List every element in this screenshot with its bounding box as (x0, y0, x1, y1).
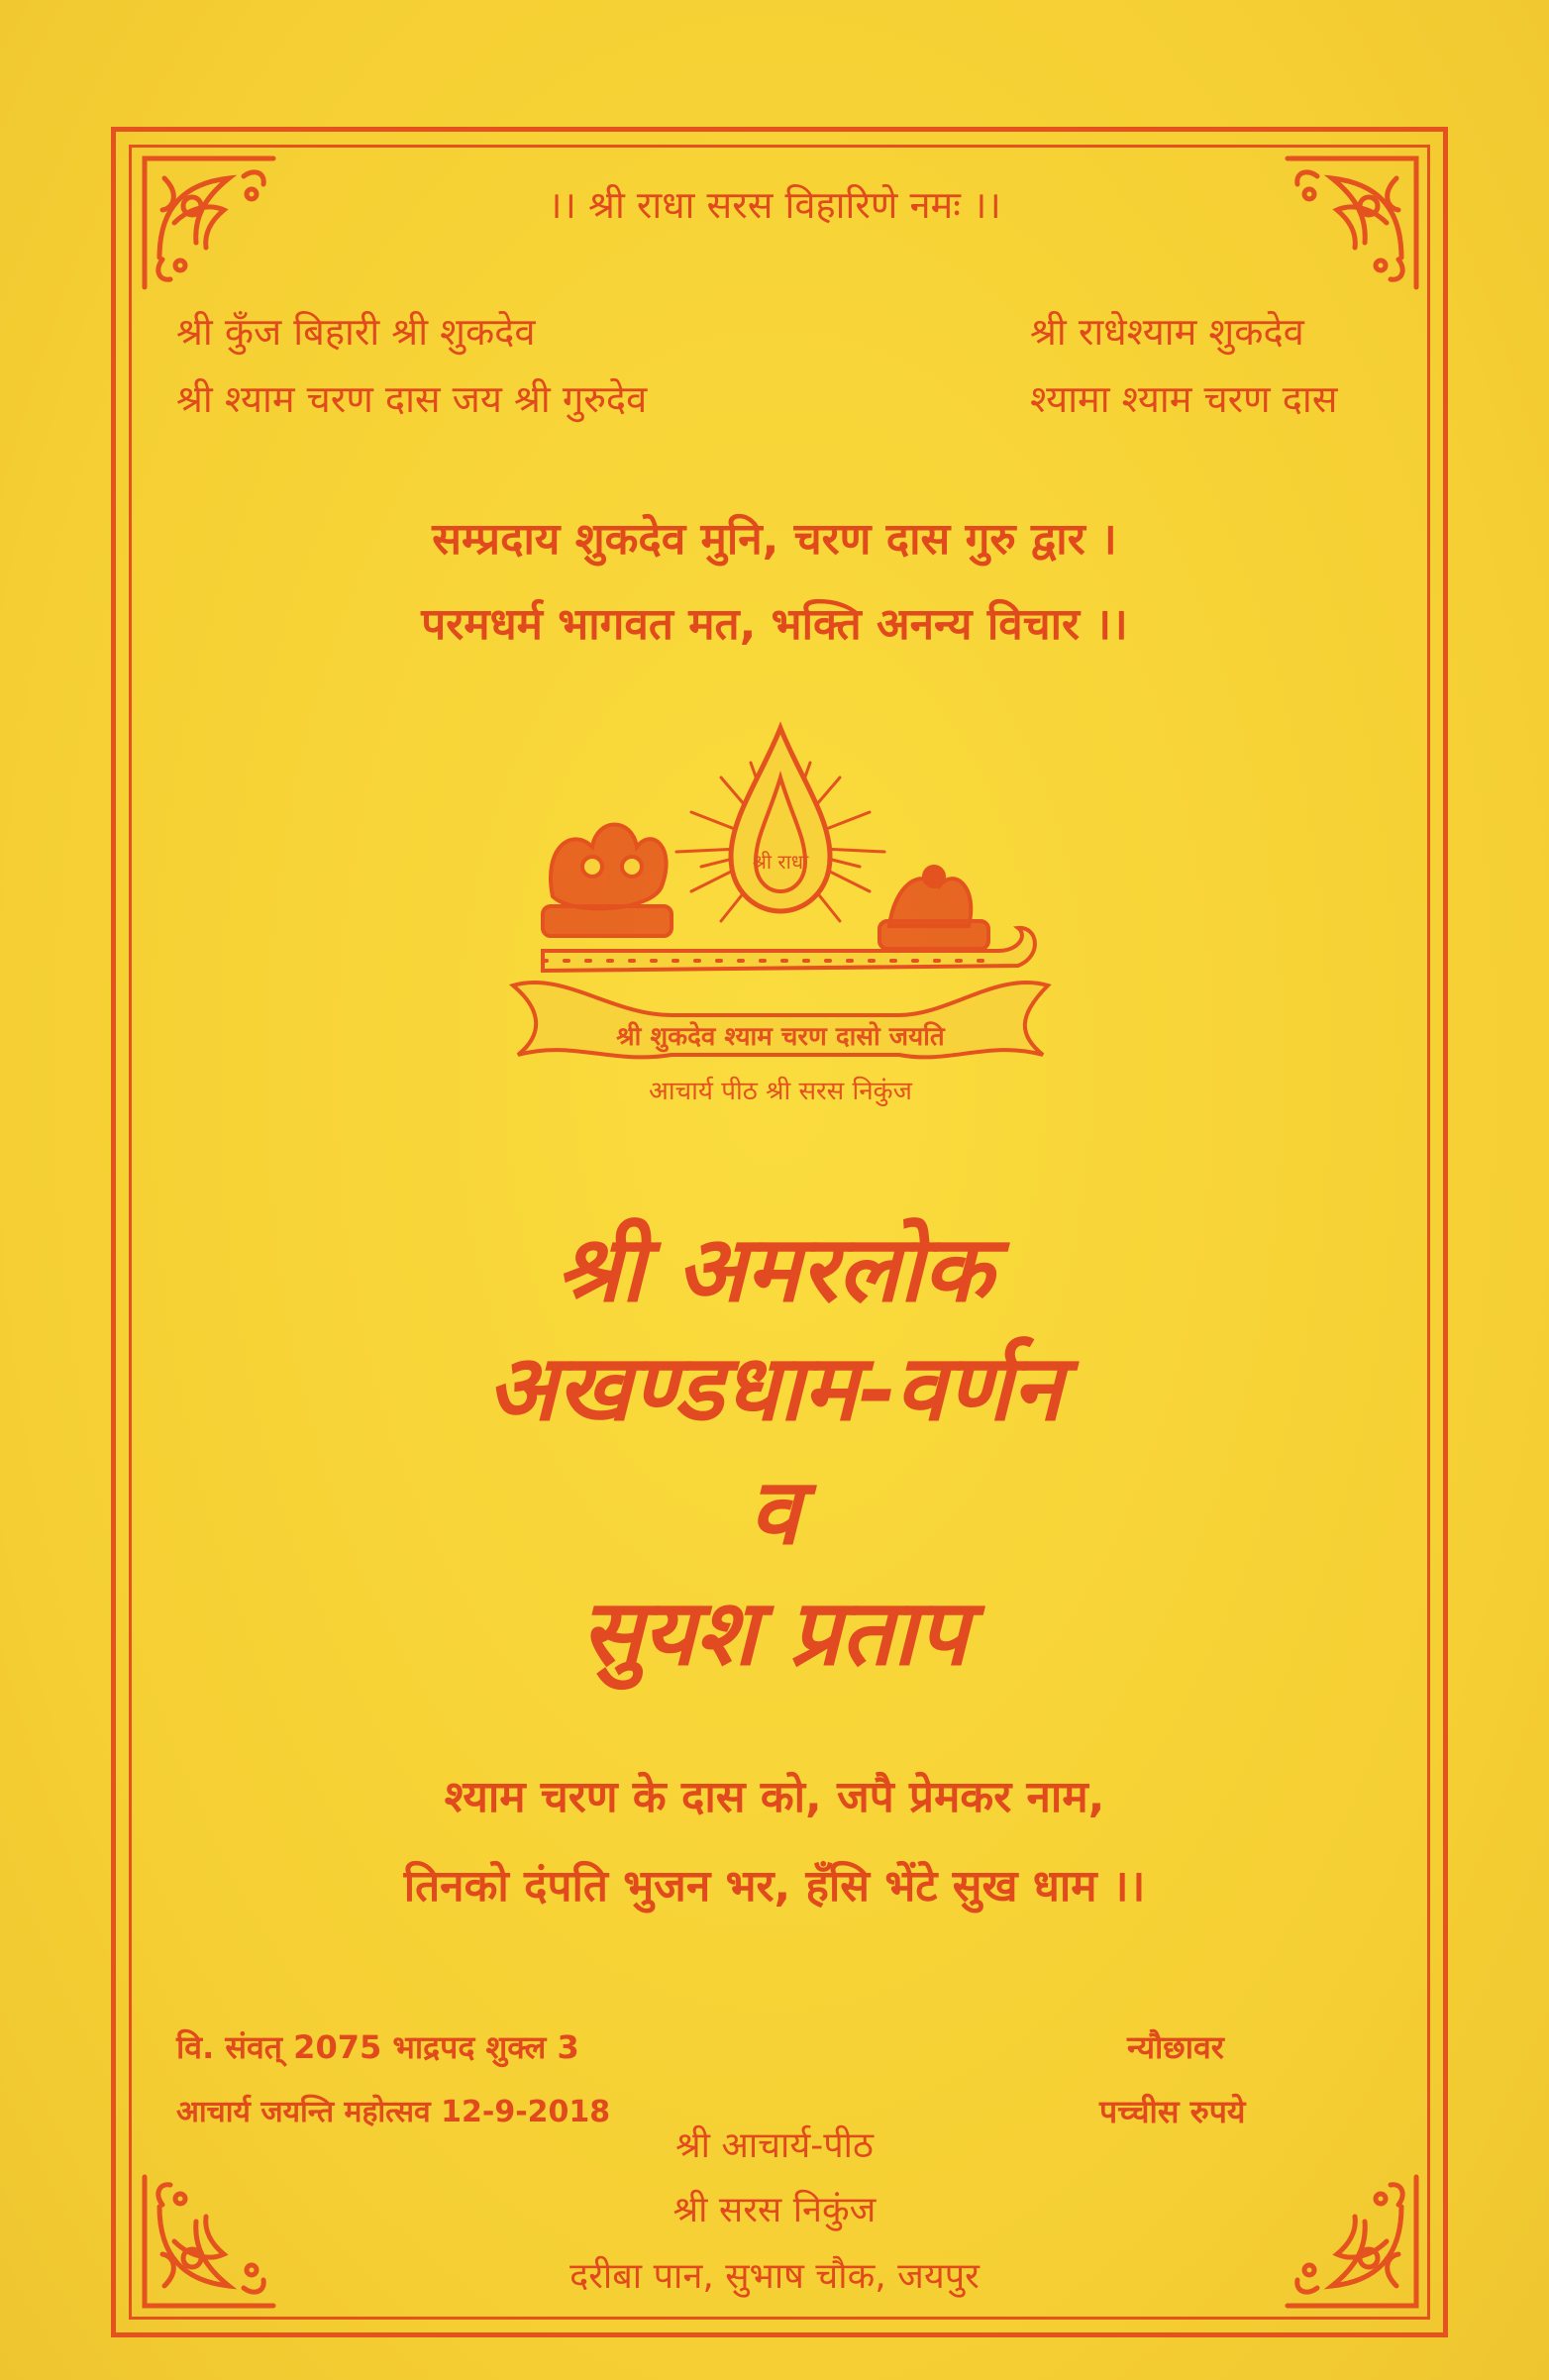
verse-line-1: श्याम चरण के दास को, जपै प्रेमकर नाम, (444, 1772, 1105, 1822)
header-left-line-1: श्री कुँज बिहारी श्री शुकदेव (176, 310, 536, 354)
header-left-line-2: श्री श्याम चरण दास जय श्री गुरुदेव (176, 377, 648, 421)
title-line-4: सुयश प्रताप (580, 1579, 969, 1686)
publisher-line-1: श्री आचार्य-पीठ (675, 2125, 874, 2166)
publisher-address: दरीबा पान, सुभाष चौक, जयपुर (569, 2256, 980, 2297)
drop-text: श्री राधा (752, 850, 809, 874)
doha-line-2: परमधर्म भागवत मत, भक्ति अनन्य विचार ।। (421, 599, 1128, 650)
ribbon-text: श्री शुकदेव श्याम चरण दासो जयति (616, 1022, 945, 1052)
price-value: पच्चीस रुपये (1099, 2093, 1246, 2130)
sampradaya-emblem (503, 718, 1058, 1134)
verse-line-2: तिनको दंपति भुजन भर, हँसि भेंटे सुख धाम ।। (403, 1861, 1146, 1912)
base-text: आचार्य पीठ श्री सरस निकुंज (649, 1077, 912, 1106)
title-line-3: व (749, 1458, 800, 1565)
tilak-drop (731, 728, 830, 911)
header-right-line-1: श्री राधेश्याम शुकदेव (1030, 310, 1304, 354)
title-line-1: श्री अमरलोक (556, 1215, 993, 1322)
header-right-line-2: श्यामा श्याम चरण दास (1030, 377, 1338, 421)
invocation-line: ।। श्री राधा सरस विहारिणे नमः ।। (548, 183, 1001, 227)
title-line-2: अखण्डधाम-वर्णन (486, 1334, 1063, 1441)
price-label: न्यौछावर (1127, 2028, 1224, 2066)
samvat-date: वि. संवत् 2075 भाद्रपद शुक्ल 3 (176, 2028, 579, 2066)
doha-line-1: सम्प्रदाय शुकदेव मुनि, चरण दास गुरु द्वार । (432, 514, 1117, 565)
publisher-line-2: श्री सरस निकुंज (672, 2190, 877, 2230)
event-date: आचार्य जयन्ति महोत्सव 12-9-2018 (176, 2095, 611, 2129)
peacock-crown-left (543, 825, 671, 937)
crown-right (879, 867, 988, 949)
